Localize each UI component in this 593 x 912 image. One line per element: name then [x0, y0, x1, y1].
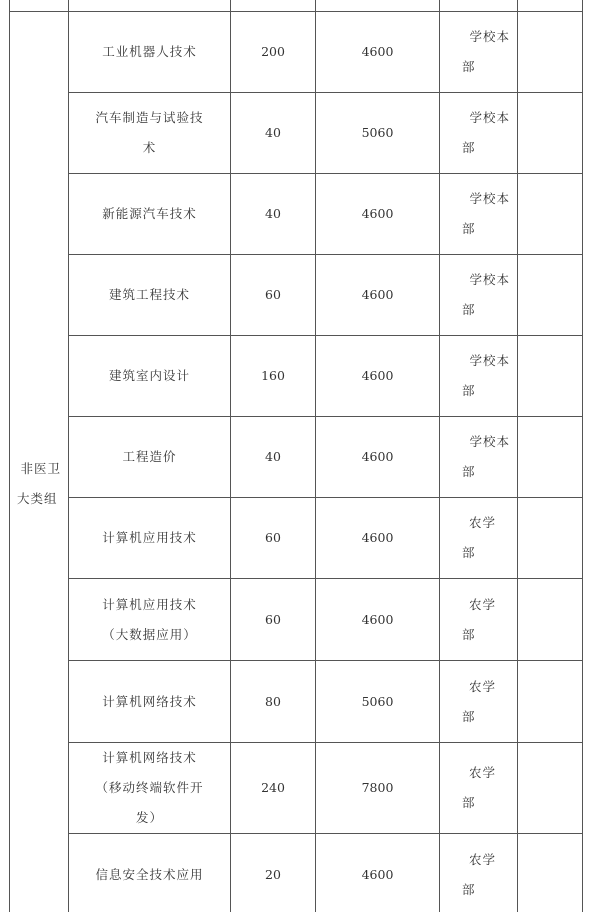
remark-cell: [518, 579, 583, 661]
remark-cell: [518, 417, 583, 498]
tuition-fee-cell: 4600: [316, 834, 440, 912]
plan-count-cell: 80: [231, 661, 316, 743]
tuition-fee-cell: 4600: [316, 579, 440, 661]
major-cell: 工程造价: [69, 417, 231, 498]
plan-count-cell: 240: [231, 743, 316, 834]
tuition-fee-cell: 4600: [316, 174, 440, 255]
campus-cell: 学校本部: [440, 417, 518, 498]
major-cell: 建筑工程技术: [69, 255, 231, 336]
table-row: [10, 834, 583, 912]
plan-count-cell: 20: [231, 834, 316, 912]
group-cell-top: [10, 0, 69, 12]
campus-cell: 学校本部: [440, 174, 518, 255]
admission-plan-table: [9, 0, 583, 912]
campus-cell: 农学部: [440, 661, 518, 743]
tuition-fee-cell: 4600: [316, 417, 440, 498]
table-row: [10, 93, 583, 174]
campus-cell: 学校本部: [440, 12, 518, 93]
table-row: [10, 336, 583, 417]
tuition-fee-cell: 4600: [316, 255, 440, 336]
remark-cell: [518, 743, 583, 834]
tuition-fee-cell: 4600: [316, 498, 440, 579]
remark-cell: [518, 93, 583, 174]
remark-cell: [518, 498, 583, 579]
table-row: [10, 498, 583, 579]
campus-cell: 农学部: [440, 498, 518, 579]
tuition-fee-cell: 5060: [316, 93, 440, 174]
major-cell: 计算机网络技术（移动终端软件开发）: [69, 743, 231, 834]
plan-count-cell: 40: [231, 93, 316, 174]
major-cell: 计算机应用技术: [69, 498, 231, 579]
major-cell: 建筑室内设计: [69, 336, 231, 417]
table-row: [10, 255, 583, 336]
table-row: [10, 579, 583, 661]
major-cell: 计算机应用技术（大数据应用）: [69, 579, 231, 661]
tuition-fee-cell: 5060: [316, 661, 440, 743]
major-cell: 汽车制造与试验技术: [69, 93, 231, 174]
major-cell: 新能源汽车技术: [69, 174, 231, 255]
category-group-label: 非医卫大类组: [17, 460, 61, 506]
campus-cell: 农学部: [440, 579, 518, 661]
table-row: [10, 174, 583, 255]
plan-count-cell: 60: [231, 579, 316, 661]
plan-count-cell: 200: [231, 12, 316, 93]
remark-cell: [518, 12, 583, 93]
plan-count-cell: 60: [231, 255, 316, 336]
table-row: [10, 417, 583, 498]
tuition-fee-cell: 7800: [316, 743, 440, 834]
major-cell: 计算机网络技术: [69, 661, 231, 743]
campus-cell: 学校本部: [440, 93, 518, 174]
plan-count-cell: 40: [231, 417, 316, 498]
table-row: [10, 12, 583, 93]
category-group-cell: [10, 12, 69, 912]
table-row: [10, 743, 583, 834]
remark-cell: [518, 834, 583, 912]
tuition-fee-cell: 4600: [316, 12, 440, 93]
remark-cell: [518, 661, 583, 743]
plan-count-cell: 40: [231, 174, 316, 255]
remark-cell: [518, 174, 583, 255]
plan-count-cell: 160: [231, 336, 316, 417]
remark-cell: [518, 336, 583, 417]
plan-count-cell: 60: [231, 498, 316, 579]
remark-cell: [518, 255, 583, 336]
major-cell: 信息安全技术应用: [69, 834, 231, 912]
tuition-fee-cell: 4600: [316, 336, 440, 417]
campus-cell: 农学部: [440, 834, 518, 912]
table-row: [10, 661, 583, 743]
major-cell: 工业机器人技术: [69, 12, 231, 93]
campus-cell: 农学部: [440, 743, 518, 834]
campus-cell: 学校本部: [440, 255, 518, 336]
table-row-partial-top: [10, 0, 583, 12]
campus-cell: 学校本部: [440, 336, 518, 417]
